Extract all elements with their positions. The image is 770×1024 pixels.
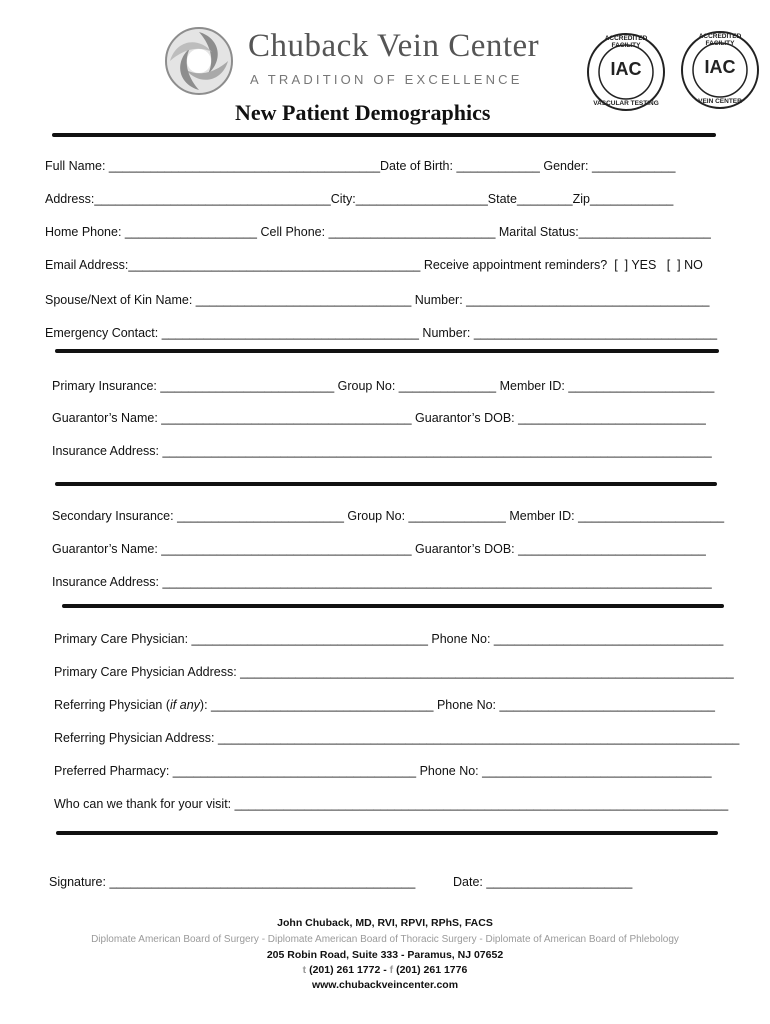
seal-1-bottom: VASCULAR TESTING [593,100,659,107]
page-title: New Patient Demographics [235,100,491,125]
referring-physician-line[interactable]: Referring Physician (if any): ________________________________ Phone No: _______________________________ [54,698,716,712]
phone-line[interactable]: Home Phone: ___________________ Cell Phone: ________________________ Marital Status:___________________ [45,225,711,239]
secondary-guarantor-line[interactable]: Guarantor’s Name: ____________________________________ Guarantor’s DOB: ___________________________ [52,542,706,556]
primary-care-physician-line[interactable]: Primary Care Physician: __________________________________ Phone No: _________________________________ [54,632,724,646]
seal-1-mark: IAC [610,59,642,79]
logo [162,24,582,94]
seal-1-top: ACCREDITED FACILITY [604,35,648,49]
secondary-insurance-line[interactable]: Secondary Insurance: ________________________ Group No: ______________ Member ID: _____________________ [52,509,725,523]
signature-date-line[interactable]: Date: _____________________ [453,875,633,889]
section-divider [56,831,718,835]
preferred-pharmacy-line[interactable]: Preferred Pharmacy: ___________________________________ Phone No: _________________________________ [54,764,712,778]
accreditation-seal-vein [680,30,760,110]
section-divider [52,133,716,137]
primary-insurance-address-line[interactable]: Insurance Address: _______________________________________________________________________________ [52,444,712,458]
section-divider [62,604,724,608]
footer-doctor: John Chuback, MD, RVI, RPVI, RPhS, FACS [277,917,493,929]
primary-care-address-line[interactable]: Primary Care Physician Address: _______________________________________________________________________ [54,665,734,679]
primary-guarantor-line[interactable]: Guarantor’s Name: ____________________________________ Guarantor’s DOB: ___________________________ [52,411,706,425]
spouse-line[interactable]: Spouse/Next of Kin Name: _______________________________ Number: ___________________________________ [45,293,710,307]
emergency-contact-line[interactable]: Emergency Contact: _____________________________________ Number: ___________________________________ [45,326,718,340]
address-line[interactable]: Address:__________________________________City:___________________State________Zip____________ [45,192,674,206]
seal-2-top: ACCREDITED FACILITY [698,33,742,47]
footer-phone-fax: t (201) 261 1772 - f (201) 261 1776 [302,964,468,976]
footer-diplomas: Diplomate American Board of Surgery - Diplomate American Board of Thoracic Surgery - Diplomate of American Board of Phlebology [91,934,679,945]
email-line[interactable]: Email Address:__________________________________________ Receive appointment reminders? [ ] YES [ ] NO [45,258,703,272]
accreditation-seal-vascular [586,32,666,112]
seal-2-mark: IAC [704,57,736,77]
section-divider [55,482,717,486]
footer-phone: (201) 261 1772 [309,964,381,976]
referral-source-line[interactable]: Who can we thank for your visit: _______________________________________________________________________ [54,797,729,811]
footer-fax: (201) 261 1776 [396,964,468,976]
footer-website[interactable]: www.chubackveincenter.com [311,979,459,991]
footer-address: 205 Robin Road, Suite 333 - Paramus, NJ 07652 [266,949,504,961]
logo-swirl-icon [162,24,236,98]
logo-name: Chuback Vein Center [248,28,540,64]
fax-prefix: f [389,964,394,976]
logo-tagline: A TRADITION OF EXCELLENCE [250,72,523,87]
seal-2-bottom: VEIN CENTER [698,98,742,105]
primary-insurance-line[interactable]: Primary Insurance: _________________________ Group No: ______________ Member ID: _____________________ [52,379,715,393]
section-divider [55,349,719,353]
secondary-insurance-address-line[interactable]: Insurance Address: _______________________________________________________________________________ [52,575,712,589]
signature-line[interactable]: Signature: ____________________________________________ [49,875,416,889]
referring-physician-address-line[interactable]: Referring Physician Address: ___________________________________________________________________________ [54,731,740,745]
full-name-line[interactable]: Full Name: _______________________________________Date of Birth: ____________ Gender: ____________ [45,159,676,173]
phone-prefix: t [302,964,307,976]
